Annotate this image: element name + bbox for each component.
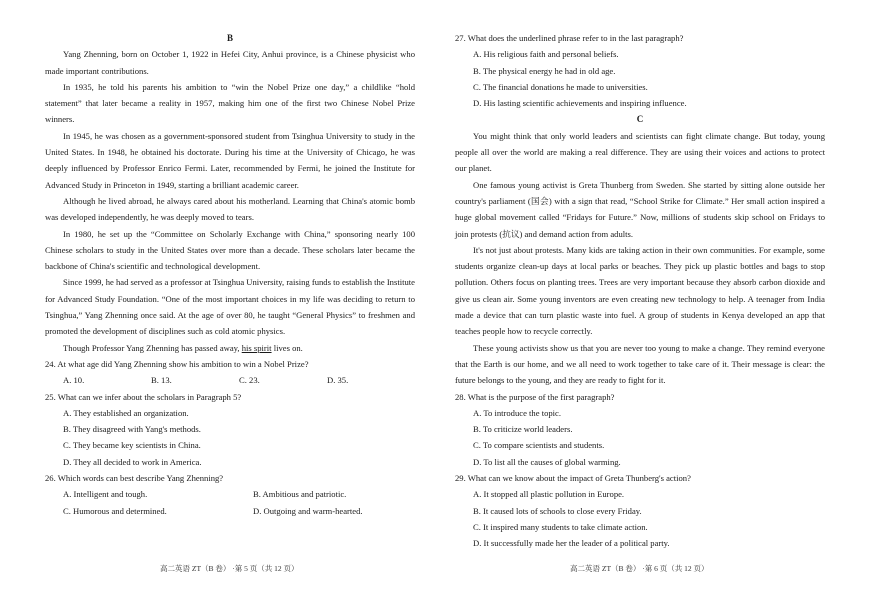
passage-paragraph: In 1945, he was chosen as a government-sponsored student from Tsinghua University to study in the United States. In 1948, he obtained his doctorate. During his time at the University of Chicago, he was deeply influenced by Professor Enrico Fermi. Later, recommended by Fermi, he joined the Institute for Advanced Study in Princeton in 1949, starting a brilliant academic career. — [45, 130, 415, 190]
right-page — [455, 30, 825, 552]
option-c[interactable]: C. It inspired many students to take climate action. — [473, 521, 648, 532]
passage-paragraph: In 1935, he told his parents his ambition to “win the Nobel Prize one day,” a childlike “hold statement” that later became a reality in 1957, making him one of the first two Chinese Nobel Prize winners. — [45, 81, 415, 125]
option-b[interactable]: B. They disagreed with Yang's methods. — [63, 424, 201, 435]
passage-last-paragraph — [45, 340, 415, 356]
option-d[interactable]: D. 35. — [327, 375, 349, 386]
question-24-options — [45, 372, 415, 388]
option-c[interactable]: C. 23. — [239, 375, 260, 386]
passage-paragraph: These young activists show us that you are never too young to make a change. They remind everyone that the Earth is our home, and we all need to work together to take care of it. Their message is clear: the future belongs to the young, and they are ready to fight for it. — [455, 342, 825, 386]
page-footer-right: 高二英语 ZT（B 卷） ·第 6 页（共 12 页） — [570, 564, 709, 573]
passage-paragraph: It's not just about protests. Many kids are taking action in their own communities. For example, some students organize clean-up days at local parks or beaches. They pick up plastic bottles and bags to stop pollution. Others focus on planting trees. Trees are very important because they absorb carbon dioxide and give us clean air. Some young inventors are even creating new technology to help. A teenager from India made a device that can turn plastic waste into fuel. A group of students in Kenya developed an app that teaches people how to recycle correctly. — [455, 244, 825, 337]
section-title-b: B — [226, 33, 233, 43]
passage-paragraph: You might think that only world leaders and scientists can fight climate change. But today, young people all over the world are making a real difference. They are using their voices and actions to protect our planet. — [455, 130, 825, 174]
passage-paragraph: Since 1999, he had served as a professor at Tsinghua University, raising funds to establish the Institute for Advanced Study Foundation. “One of the most important choices in my life was deciding to return to Tsinghua,” Yang Zhenning once said. At the age of over 80, he taught “General Physics” to freshmen and promoted the development of disciplines such as cold atomic physics. — [45, 277, 415, 337]
section-title-c: C — [636, 114, 644, 125]
option-b[interactable]: B. 13. — [151, 375, 172, 386]
option-b[interactable]: B. The physical energy he had in old age. — [473, 65, 616, 76]
passage-paragraph: Yang Zhenning, born on October 1, 1922 in Hefei City, Anhui province, is a Chinese physicist who made important contributions. — [45, 49, 415, 76]
option-b[interactable]: B. Ambitious and patriotic. — [253, 489, 347, 500]
option-c[interactable]: C. To compare scientists and students. — [473, 440, 605, 451]
last-paragraph-text: Though Professor Yang Zhenning has passed away, — [63, 342, 242, 353]
option-a[interactable]: A. 10. — [63, 375, 85, 386]
question-25-stem: 25. What can we infer about the scholars in Paragraph 5? — [45, 391, 242, 402]
question-24-stem: 24. At what age did Yang Zhenning show his ambition to win a Nobel Prize? — [45, 358, 309, 369]
option-b[interactable]: B. It caused lots of schools to close every Friday. — [473, 505, 642, 516]
option-a[interactable]: A. To introduce the topic. — [473, 407, 562, 418]
passage-paragraph: In 1980, he set up the “Committee on Scholarly Exchange with China,” sponsoring nearly 100 Chinese scholars to study in the United States over more than a decade. These scholars later became the backbone of China's scientific and technological development. — [45, 228, 415, 272]
option-a[interactable]: A. It stopped all plastic pollution in Europe. — [473, 489, 625, 500]
option-d[interactable]: D. It successfully made her the leader of a political party. — [473, 538, 670, 549]
page-footer-left: 高二英语 ZT（B 卷） ·第 5 页（共 12 页） — [160, 564, 299, 573]
question-26-options — [45, 486, 415, 519]
passage-paragraph: Although he lived abroad, he always cared about his motherland. Learning that China's atomic bomb was developed independently, he was deeply moved to tears. — [45, 195, 415, 223]
question-27-stem: 27. What does the underlined phrase refer to in the last paragraph? — [455, 33, 684, 43]
option-b[interactable]: B. To criticize world leaders. — [473, 424, 573, 435]
option-a[interactable]: A. They established an organization. — [63, 407, 189, 418]
option-a[interactable]: A. Intelligent and tough. — [63, 489, 148, 500]
passage-paragraph: One famous young activist is Greta Thunberg from Sweden. She started by sitting alone outside her country's parliament (国会) with a sign that read, “School Strike for Climate.” Her small action inspired a huge global movement called “Fridays for Future.” Now, millions of students skip school on Fridays to join protests (抗议) and demand action from adults. — [455, 179, 825, 239]
option-c[interactable]: C. They became key scientists in China. — [63, 440, 201, 451]
option-d[interactable]: D. To list all the causes of global warming. — [473, 456, 621, 467]
option-d[interactable]: D. His lasting scientific achievements and inspiring influence. — [473, 98, 687, 109]
option-a[interactable]: A. His religious faith and personal beliefs. — [473, 49, 619, 60]
question-28-stem: 28. What is the purpose of the first paragraph? — [455, 391, 615, 402]
option-d[interactable]: D. They all decided to work in America. — [63, 456, 202, 467]
option-c[interactable]: C. Humorous and determined. — [63, 505, 167, 516]
left-page — [45, 30, 415, 519]
last-paragraph-text: lives on. — [271, 342, 303, 353]
option-d[interactable]: D. Outgoing and warm-hearted. — [253, 505, 363, 516]
option-c[interactable]: C. The financial donations he made to universities. — [473, 81, 648, 92]
question-29-stem: 29. What can we know about the impact of Greta Thunberg's action? — [455, 473, 691, 484]
question-26-stem: 26. Which words can best describe Yang Zhenning? — [45, 473, 224, 484]
underlined-phrase: his spirit — [241, 342, 272, 353]
